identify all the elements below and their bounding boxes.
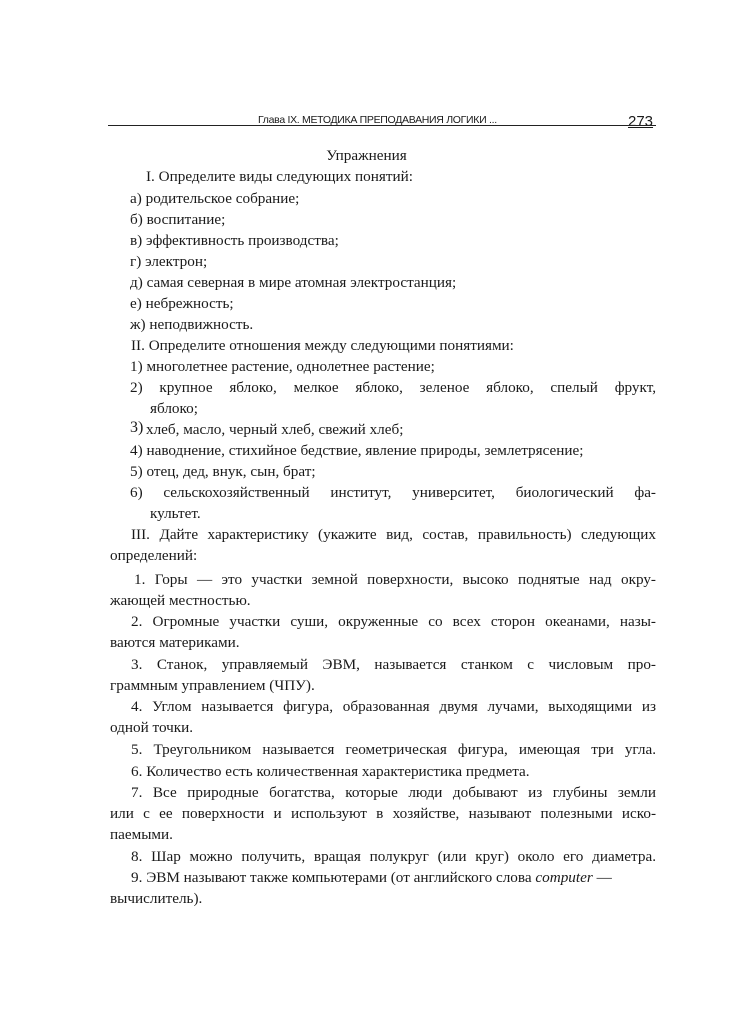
exercise-3-line: паемыми. [110, 826, 173, 843]
exercise-3-line-text: 9. ЭВМ называют также компьютерами (от английского слова [131, 869, 532, 886]
exercise-1-item: ж) неподвижность. [130, 316, 254, 333]
exercise-3-line: 4. Углом называется фигура, образованная двумя лучами, выходящими из [131, 698, 656, 715]
exercise-2-item: 6) сельскохозяйственный институт, университет, биологический фа- [130, 484, 656, 501]
exercise-3-heading: III. Дайте характеристику (укажите вид, состав, правильность) следующих [131, 526, 656, 543]
exercise-3-line: граммным управлением (ЧПУ). [110, 677, 315, 694]
exercise-2-item: 1) многолетнее растение, однолетнее растение; [130, 358, 435, 375]
exercise-2-item: 5) отец, дед, внук, сын, брат; [130, 463, 316, 480]
exercise-2-item-number: 3) [130, 419, 144, 436]
exercise-3-line: вычислитель). [110, 890, 203, 907]
exercise-3-line: 1. Горы — это участки земной поверхности, высоко поднятые над окру- [134, 571, 656, 588]
exercise-2-item-continuation: яблоко; [150, 400, 198, 417]
running-head: Глава IX. МЕТОДИКА ПРЕПОДАВАНИЯ ЛОГИКИ ... [258, 114, 497, 126]
page-number: 273 [628, 113, 654, 130]
exercise-2-item: хлеб, масло, черный хлеб, свежий хлеб; [146, 421, 404, 438]
exercise-3-line: жающей местностью. [110, 592, 251, 609]
exercise-3-line: или с ее поверхности и используют в хозяйстве, называют полезными иско- [110, 805, 656, 822]
exercise-1-item: г) электрон; [130, 253, 208, 270]
italic-term: computer [535, 869, 593, 886]
exercise-3-line: ваются материками. [110, 634, 240, 651]
exercise-1-item: е) небрежность; [130, 295, 234, 312]
exercise-2-heading: II. Определите отношения между следующими понятиями: [131, 337, 514, 354]
exercise-1-item: б) воспитание; [130, 211, 226, 228]
exercise-3-line [131, 869, 612, 887]
exercise-3-line: 5. Треугольником называется геометрическая фигура, имеющая три угла. [131, 741, 656, 758]
dash: — [592, 869, 612, 886]
exercise-3-line: 6. Количество есть количественная характеристика предмета. [131, 763, 530, 780]
exercise-2-item: 4) наводнение, стихийное бедствие, явление природы, землетрясение; [130, 442, 584, 459]
exercise-3-line: 7. Все природные богатства, которые люди добывают из глубины земли [131, 784, 656, 801]
exercise-3-heading: определений: [110, 547, 198, 564]
exercise-1-heading: I. Определите виды следующих понятий: [146, 168, 413, 185]
exercise-1-item: а) родительское собрание; [130, 190, 300, 207]
exercise-3-line: 2. Огромные участки суши, окруженные со всех сторон океанами, назы- [131, 613, 656, 630]
section-title: Упражнения [326, 147, 407, 164]
exercise-1-item: д) самая северная в мире атомная электростанция; [130, 274, 457, 291]
exercise-3-line: 3. Станок, управляемый ЭВМ, называется станком с числовым про- [131, 656, 656, 673]
exercise-2-item: 2) крупное яблоко, мелкое яблоко, зеленое яблоко, спелый фрукт, [130, 379, 656, 396]
exercise-1-item: в) эффективность производства; [130, 232, 339, 249]
exercise-2-item-continuation: культет. [150, 505, 201, 522]
exercise-3-line: 8. Шар можно получить, вращая полукруг (или круг) около его диаметра. [131, 848, 656, 865]
header-rule [108, 125, 656, 126]
exercise-3-line: одной точки. [110, 719, 194, 736]
